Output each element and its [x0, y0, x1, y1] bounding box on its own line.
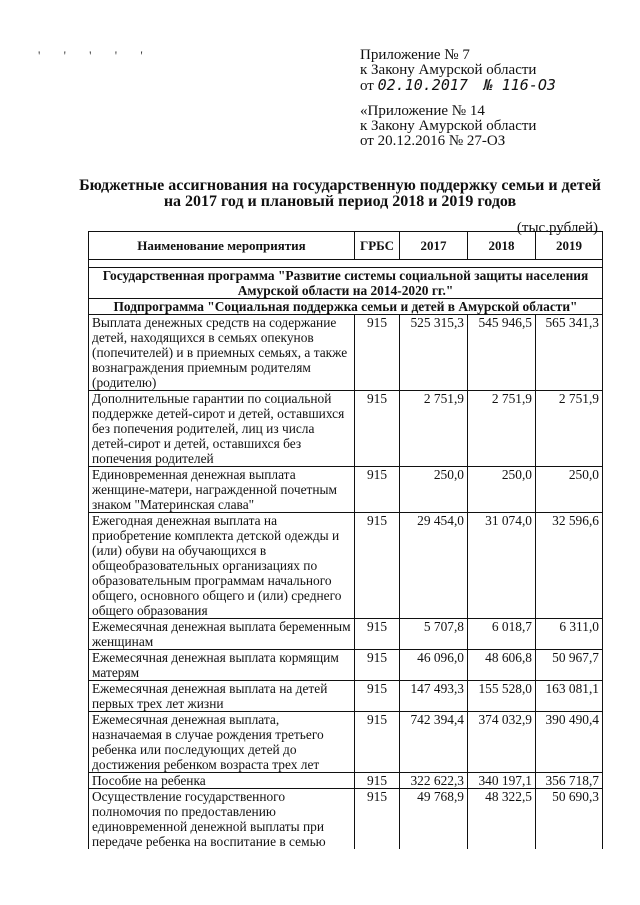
row-name: Пособие на ребенка — [89, 773, 355, 789]
table-row — [89, 712, 603, 773]
appendix-7-date-line — [360, 78, 556, 94]
table-row — [89, 391, 603, 467]
row-value-2019: 565 341,3 — [536, 315, 603, 391]
row-value-2019: 390 490,4 — [536, 712, 603, 773]
table-row — [89, 650, 603, 681]
table-row — [89, 789, 603, 850]
appendix-14-date: от 20.12.2016 № 27-ОЗ — [360, 133, 506, 149]
table-row — [89, 467, 603, 513]
appendix-14-law: к Закону Амурской области — [360, 118, 537, 134]
row-value-2019: 6 311,0 — [536, 619, 603, 650]
row-grbs: 915 — [355, 789, 400, 850]
row-value-2018: 250,0 — [468, 467, 536, 513]
row-name: Ежемесячная денежная выплата кормящим матерям — [89, 650, 355, 681]
table-row — [89, 315, 603, 391]
row-value-2018: 340 197,1 — [468, 773, 536, 789]
row-name: Единовременная денежная выплата женщине-матери, награжденной почетным знаком "Материнская слава" — [89, 467, 355, 513]
row-value-2017: 250,0 — [400, 467, 468, 513]
row-value-2019: 250,0 — [536, 467, 603, 513]
row-grbs: 915 — [355, 619, 400, 650]
table-row — [89, 513, 603, 619]
header-grbs: ГРБС — [355, 232, 400, 260]
header-2018: 2018 — [468, 232, 536, 260]
header-2017: 2017 — [400, 232, 468, 260]
row-value-2017: 322 622,3 — [400, 773, 468, 789]
appendix-7-block — [360, 48, 556, 94]
scan-marks: ' ' ' ' ' — [38, 48, 153, 63]
row-value-2019: 2 751,9 — [536, 391, 603, 467]
row-value-2017: 49 768,9 — [400, 789, 468, 850]
program-row — [89, 268, 603, 299]
row-value-2018: 2 751,9 — [468, 391, 536, 467]
row-name: Дополнительные гарантии по социальной поддержке детей-сирот и детей, оставшихся без попечения родителей, лиц из числа детей-сирот и детей, оставшихся без попечения родителей — [89, 391, 355, 467]
row-value-2017: 742 394,4 — [400, 712, 468, 773]
subprogram-title: Подпрограмма "Социальная поддержка семьи и детей в Амурской области" — [89, 299, 603, 315]
title-line-2: на 2017 год и плановый период 2018 и 2019 годов — [163, 193, 517, 210]
header-2019: 2019 — [536, 232, 603, 260]
budget-table — [88, 231, 603, 849]
row-grbs: 915 — [355, 650, 400, 681]
row-value-2018: 155 528,0 — [468, 681, 536, 712]
title-line-1: Бюджетные ассигнования на государственную поддержку семьи и детей — [79, 177, 601, 194]
row-name: Ежемесячная денежная выплата беременным женщинам — [89, 619, 355, 650]
row-value-2018: 6 018,7 — [468, 619, 536, 650]
handwritten-number: № 116-ОЗ — [483, 76, 556, 94]
row-value-2017: 2 751,9 — [400, 391, 468, 467]
row-value-2018: 48 606,8 — [468, 650, 536, 681]
row-value-2019: 50 967,7 — [536, 650, 603, 681]
table-header-row — [89, 232, 603, 260]
row-grbs: 915 — [355, 681, 400, 712]
header-name: Наименование мероприятия — [89, 232, 355, 260]
row-name: Ежемесячная денежная выплата на детей первых трех лет жизни — [89, 681, 355, 712]
row-name: Ежегодная денежная выплата на приобретение комплекта детской одежды и (или) обуви на обучающихся в общеобразовательных организациях по образовательным программам начального общего, основного общего и (или) среднего общего образования — [89, 513, 355, 619]
table-body — [89, 260, 603, 850]
appendix-14-title: «Приложение № 14 — [360, 103, 485, 119]
handwritten-date: 02.10.2017 — [377, 76, 468, 94]
row-grbs: 915 — [355, 513, 400, 619]
row-value-2019: 356 718,7 — [536, 773, 603, 789]
row-grbs: 915 — [355, 467, 400, 513]
row-value-2017: 29 454,0 — [400, 513, 468, 619]
spacer-row — [89, 260, 603, 268]
program-title: Государственная программа "Развитие системы социальной защиты населения Амурской области на 2014-2020 гг." — [89, 268, 603, 299]
row-value-2018: 545 946,5 — [468, 315, 536, 391]
table-row — [89, 773, 603, 789]
row-value-2017: 525 315,3 — [400, 315, 468, 391]
appendix-7-date-prefix: от — [360, 78, 374, 94]
row-name: Выплата денежных средств на содержание детей, находящихся в семьях опекунов (попечителей) и в приемных семьях, а также вознаграждения приемным родителям (родителю) — [89, 315, 355, 391]
row-value-2017: 46 096,0 — [400, 650, 468, 681]
row-value-2019: 50 690,3 — [536, 789, 603, 850]
row-name: Ежемесячная денежная выплата, назначаемая в случае рождения третьего ребенка или последующих детей до достижения ребенком возраста трех лет — [89, 712, 355, 773]
row-value-2017: 5 707,8 — [400, 619, 468, 650]
table-row — [89, 619, 603, 650]
row-grbs: 915 — [355, 391, 400, 467]
row-value-2019: 32 596,6 — [536, 513, 603, 619]
appendix-14-block — [360, 104, 536, 149]
units-label: (тыс.рублей) — [516, 220, 598, 236]
document-title — [60, 178, 620, 210]
row-grbs: 915 — [355, 315, 400, 391]
table-row — [89, 681, 603, 712]
row-value-2018: 48 322,5 — [468, 789, 536, 850]
subprogram-row — [89, 299, 603, 315]
appendix-7-title: Приложение № 7 — [360, 47, 470, 63]
row-grbs: 915 — [355, 712, 400, 773]
appendix-7-law: к Закону Амурской области — [360, 62, 537, 78]
row-value-2019: 163 081,1 — [536, 681, 603, 712]
row-value-2018: 374 032,9 — [468, 712, 536, 773]
row-value-2018: 31 074,0 — [468, 513, 536, 619]
row-value-2017: 147 493,3 — [400, 681, 468, 712]
row-grbs: 915 — [355, 773, 400, 789]
row-name: Осуществление государственного полномочия по предоставлению единовременной денежной выплаты при передаче ребенка на воспитание в семью — [89, 789, 355, 850]
